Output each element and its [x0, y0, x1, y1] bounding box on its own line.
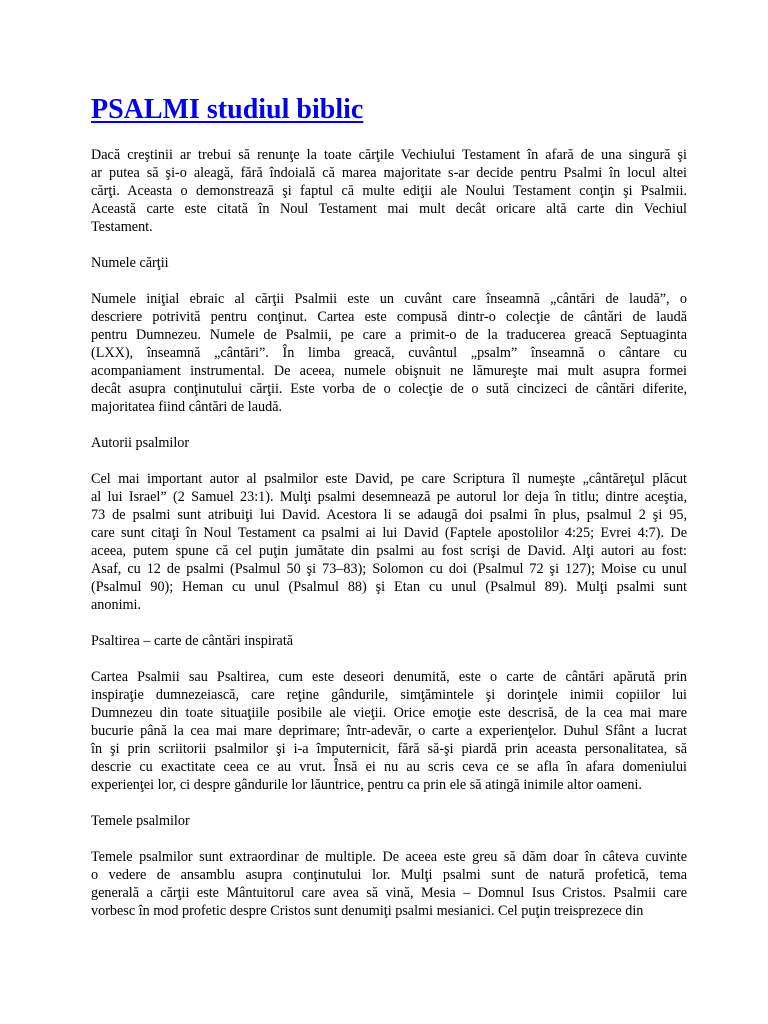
paragraph: [91, 290, 687, 416]
paragraph-line: Cartea Psalmii sau Psaltirea, cum este deseori denumită, este o carte de cântări apărută prin: [91, 669, 687, 685]
paragraph-line: Dumnezeu din toate situaţiile posibile ale vieţii. Orice emoţie este descrisă, de la cea mai mare: [91, 705, 687, 721]
paragraph-line: Cel mai important autor al psalmilor este David, pe care Scriptura îl numeşte „cântăreţul plăcut: [91, 471, 687, 487]
paragraph-line: 73 de psalmi sunt atribuiţi lui David. Acestora li se adaugă doi psalmi în plus, psalmul 2 şi 95,: [91, 507, 687, 523]
paragraph-line: Această carte este citată în Noul Testament mai mult decât oricare altă carte din Vechiul: [91, 201, 687, 217]
paragraph-line: descriere potrivită pentru conţinut. Cartea este compusă dintr-o colecţie de cântări de laudă: [91, 309, 687, 325]
paragraph-line: descrie cu exactitate ceea ce au vrut. Însă ei nu au scris ceva ce se afla în afara domeniului: [91, 759, 687, 775]
paragraph-line: ar putea să şi-o aleagă, fără îndoială că marea majoritate s-ar decide pentru Psalmi în locul altei: [91, 165, 687, 181]
paragraph-line: (Psalmul 90); Heman cu unul (Psalmul 88) şi Etan cu unul (Psalmul 89). Mulţi psalmi sunt: [91, 579, 687, 595]
paragraph-line: bucurie până la cea mai mare deprimare; într-adevăr, o carte a experienţelor. Duhul Sfânt a lucrat: [91, 723, 687, 739]
paragraph-line: o vedere de ansamblu asupra conţinutului lor. Mulţi psalmi sunt de natură profetică, tema: [91, 867, 687, 883]
paragraph: [91, 668, 687, 794]
paragraph-line: Testament.: [91, 219, 153, 235]
page-title-link[interactable]: PSALMI studiul biblic: [91, 94, 364, 125]
paragraph-line: generală a cărţii este Mântuitorul care avea să vină, Mesia – Domnul Isus Cristos. Psalmii care: [91, 885, 687, 901]
document-body: [91, 146, 687, 920]
paragraph-line: în şi prin scriitorii psalmilor şi i-a împuternicit, fără să-şi piardă prin aceasta personalitatea, să: [91, 741, 687, 757]
section-heading: Temele psalmilor: [91, 813, 190, 829]
paragraph: [91, 146, 687, 236]
document-content: [91, 92, 687, 938]
paragraph: [91, 470, 687, 614]
paragraph-line: pentru Dumnezeu. Numele de Psalmii, pe care a primit-o de la traducerea greacă Septuaginta: [91, 327, 687, 343]
paragraph-line: (LXX), înseamnă „cântări”. În limba greacă, cuvântul „psalm” înseamnă o cântare cu: [91, 345, 687, 361]
section-heading: Psaltirea – carte de cântări inspirată: [91, 633, 294, 649]
paragraph-line: Asaf, cu 12 de psalmi (Psalmul 50 şi 73–83); Solomon cu doi (Psalmul 72 şi 127); Moise cu unul: [91, 561, 687, 577]
paragraph-line: cărţi. Aceasta o demonstrează şi faptul că multe ediţii ale Noului Testament conţin şi Psalmii.: [91, 183, 687, 199]
paragraph-line: anonimi.: [91, 597, 142, 613]
paragraph-line: majoritatea fiind cântări de laudă.: [91, 399, 283, 415]
paragraph-line: acompaniament instrumental. De aceea, numele obişnuit ne lămureşte mai mult asupra formei: [91, 363, 687, 379]
paragraph-line: decât asupra conţinutului cărţii. Este vorba de o colecţie de o sută cincizeci de cântări diferite,: [91, 381, 687, 397]
section-heading: Autorii psalmilor: [91, 435, 190, 451]
paragraph-line: Dacă creştinii ar trebui să renunţe la toate cărţile Vechiului Testament în afară de una singură şi: [91, 147, 687, 163]
paragraph-line: inspiraţie dumnezeiască, care reţine gândurile, simţămintele şi dorinţele inimii copiilor lui: [91, 687, 687, 703]
paragraph-line: care sunt citaţi în Noul Testament ca psalmi ai lui David (Faptele apostolilor 4:25; Evrei 4:7). De: [91, 525, 687, 541]
paragraph-line: Temele psalmilor sunt extraordinar de multiple. De aceea este greu să dăm doar în câteva cuvinte: [91, 849, 687, 865]
paragraph-line: Numele iniţial ebraic al cărţii Psalmii este un cuvânt care înseamnă „cântări de laudă”, o: [91, 291, 687, 307]
paragraph: [91, 848, 687, 920]
paragraph-line: experienţei lor, ci despre gândurile lor lăuntrice, pentru ca prin ele să atingă inimile altor oameni.: [91, 777, 642, 793]
section-heading: Numele cărţii: [91, 255, 169, 271]
paragraph-line: vorbesc în mod profetic despre Cristos sunt denumiţi psalmi mesianici. Cel puţin treisprezece din: [91, 903, 644, 919]
paragraph-line: al lui Israel” (2 Samuel 23:1). Mulţi psalmi desemnează pe autorul lor deja în titlu; dintre aceştia,: [91, 489, 687, 505]
paragraph-line: aceea, putem spune că cel puţin jumătate din psalmi au fost scrişi de David. Alţi autori au fost:: [91, 543, 687, 559]
